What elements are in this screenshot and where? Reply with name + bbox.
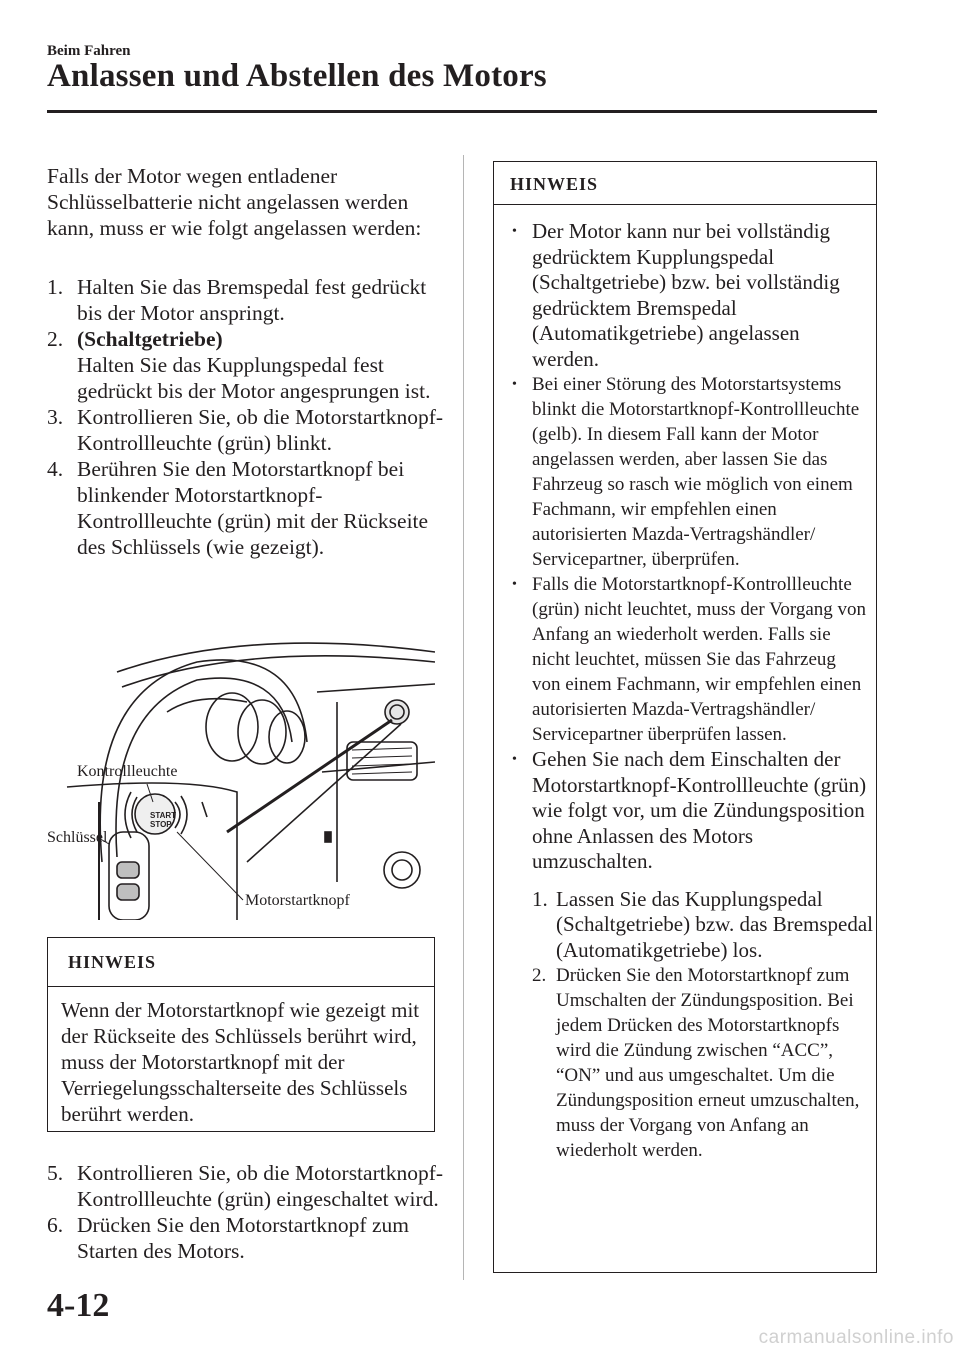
bullet-text: Falls die Motorstartknopf-Kontrollleuchte (grün) nicht leuchtet, muss der Vorgang von Anfang an wiederholt werden. Falls sie nicht leuchtet, müssen Sie das Fahrzeug von einem Fachmann, wir empfehlen einen autorisierten Mazda-Vertragshändler/ Servicepartner überprüfen lassen.	[532, 574, 867, 745]
section-label: Beim Fahren	[47, 43, 131, 59]
bullet-text: Bei einer Störung des Motorstartsystems blinkt die Motorstartknopf-Kontrollleuchte (gelb). In diesem Fall kann der Motor angelassen werden, aber lassen Sie das Fahrzeug so rasch wie möglich von einem Fachmann, wir empfehlen einen autorisierten Mazda-Vertragshändler/ Servicepartner, überprüfen.	[532, 374, 860, 570]
note-text: Wenn der Motorstartknopf wie gezeigt mit der Rückseite des Schlüssels berührt wird, muss der Motorstartknopf mit der Verriegelungsschalterseite des Schlüssels berührt werden.	[61, 998, 420, 1126]
note-box-right	[493, 161, 877, 1273]
list-item	[512, 747, 868, 875]
note-box	[47, 937, 435, 1132]
list-item	[532, 963, 876, 1163]
page-title: Anlassen und Abstellen des Motors	[47, 58, 547, 94]
list-item	[47, 456, 447, 560]
title-rule	[47, 110, 877, 113]
sub-steps-list	[494, 887, 876, 1164]
stop-label: STOP	[150, 820, 172, 829]
bullet-icon: •	[512, 752, 517, 767]
step-text: Berühren Sie den Motorstartknopf bei blinkender Motorstartknopf-Kontrollleuchte (grün) mit der Rückseite des Schlüssels (wie gezeigt).	[77, 457, 429, 559]
note-heading: HINWEIS	[494, 162, 876, 205]
page-number: 4-12	[47, 1287, 110, 1324]
list-item	[512, 572, 868, 747]
list-item	[512, 219, 868, 372]
steps-list-continued	[47, 1160, 447, 1264]
step-heading: (Schaltgetriebe)	[77, 327, 223, 351]
bullet-text: Der Motor kann nur bei vollständig gedrücktem Kupplungspedal (Schaltgetriebe) bzw. bei vollständig gedrücktem Bremspedal (Automatikgetriebe) angelassen werden.	[532, 219, 840, 371]
steps-list	[47, 274, 447, 560]
step-text: Drücken Sie den Motorstartknopf zum Umschalten der Zündungsposition. Bei jedem Drücken des Motorstartknopfs wird die Zündung zwischen “ACC”, “ON” und aus umgeschaltet. Um die Zündungsposition erneut umzuschalten, muss der Vorgang von Anfang an wiederholt werden.	[556, 965, 860, 1161]
note-bullets	[494, 205, 876, 875]
step-number: 3.	[47, 405, 64, 429]
step-text: Kontrollieren Sie, ob die Motorstartknopf-Kontrollleuchte (grün) eingeschaltet wird.	[77, 1161, 444, 1211]
column-divider	[463, 155, 464, 1280]
step-number: 2.	[532, 965, 547, 986]
list-item	[47, 1212, 447, 1264]
bullet-text: Gehen Sie nach dem Einschalten der Motorstartknopf-Kontrollleuchte (grün) wie folgt vor, um die Zündungsposition ohne Anlassen des Motors umzuschalten.	[532, 747, 867, 873]
bullet-icon: •	[512, 224, 517, 239]
list-item	[47, 404, 447, 456]
step-number: 2.	[47, 327, 64, 351]
step-text: Lassen Sie das Kupplungspedal (Schaltgetriebe) bzw. das Bremspedal (Automatikgetriebe) los.	[556, 886, 874, 962]
step-number: 6.	[47, 1213, 64, 1237]
step-number: 1.	[47, 275, 64, 299]
step-number: 4.	[47, 457, 64, 481]
note-heading: HINWEIS	[48, 938, 434, 987]
start-button-icon	[385, 700, 409, 724]
step-text: Halten Sie das Kupplungspedal fest gedrückt bis der Motor angesprungen ist.	[77, 353, 431, 403]
list-item	[47, 326, 447, 404]
step-text: Kontrollieren Sie, ob die Motorstartknopf-Kontrollleuchte (grün) blinkt.	[77, 405, 444, 455]
list-item	[512, 372, 868, 572]
bullet-icon: •	[512, 377, 517, 392]
list-item	[47, 1160, 447, 1212]
step-text: Drücken Sie den Motorstartknopf zum Starten des Motors.	[77, 1213, 409, 1263]
indicator-label: Kontrollleuchte	[77, 763, 178, 780]
watermark: carmanualsonline.info	[758, 1327, 954, 1348]
list-item	[47, 274, 447, 326]
bullet-icon: •	[512, 577, 517, 592]
key-label: Schlüssel	[47, 829, 108, 846]
step-number: 5.	[47, 1161, 64, 1185]
dashboard-illustration	[47, 632, 435, 920]
list-item	[532, 887, 876, 964]
intro-paragraph: Falls der Motor wegen entladener Schlüsselbatterie nicht angelassen werden kann, muss er wie folgt angelassen werden:	[47, 164, 422, 240]
step-number: 1.	[532, 886, 548, 911]
start-label: START	[150, 811, 177, 820]
button-label: Motorstartknopf	[245, 892, 350, 909]
step-text: Halten Sie das Bremspedal fest gedrückt bis der Motor anspringt.	[77, 275, 427, 325]
